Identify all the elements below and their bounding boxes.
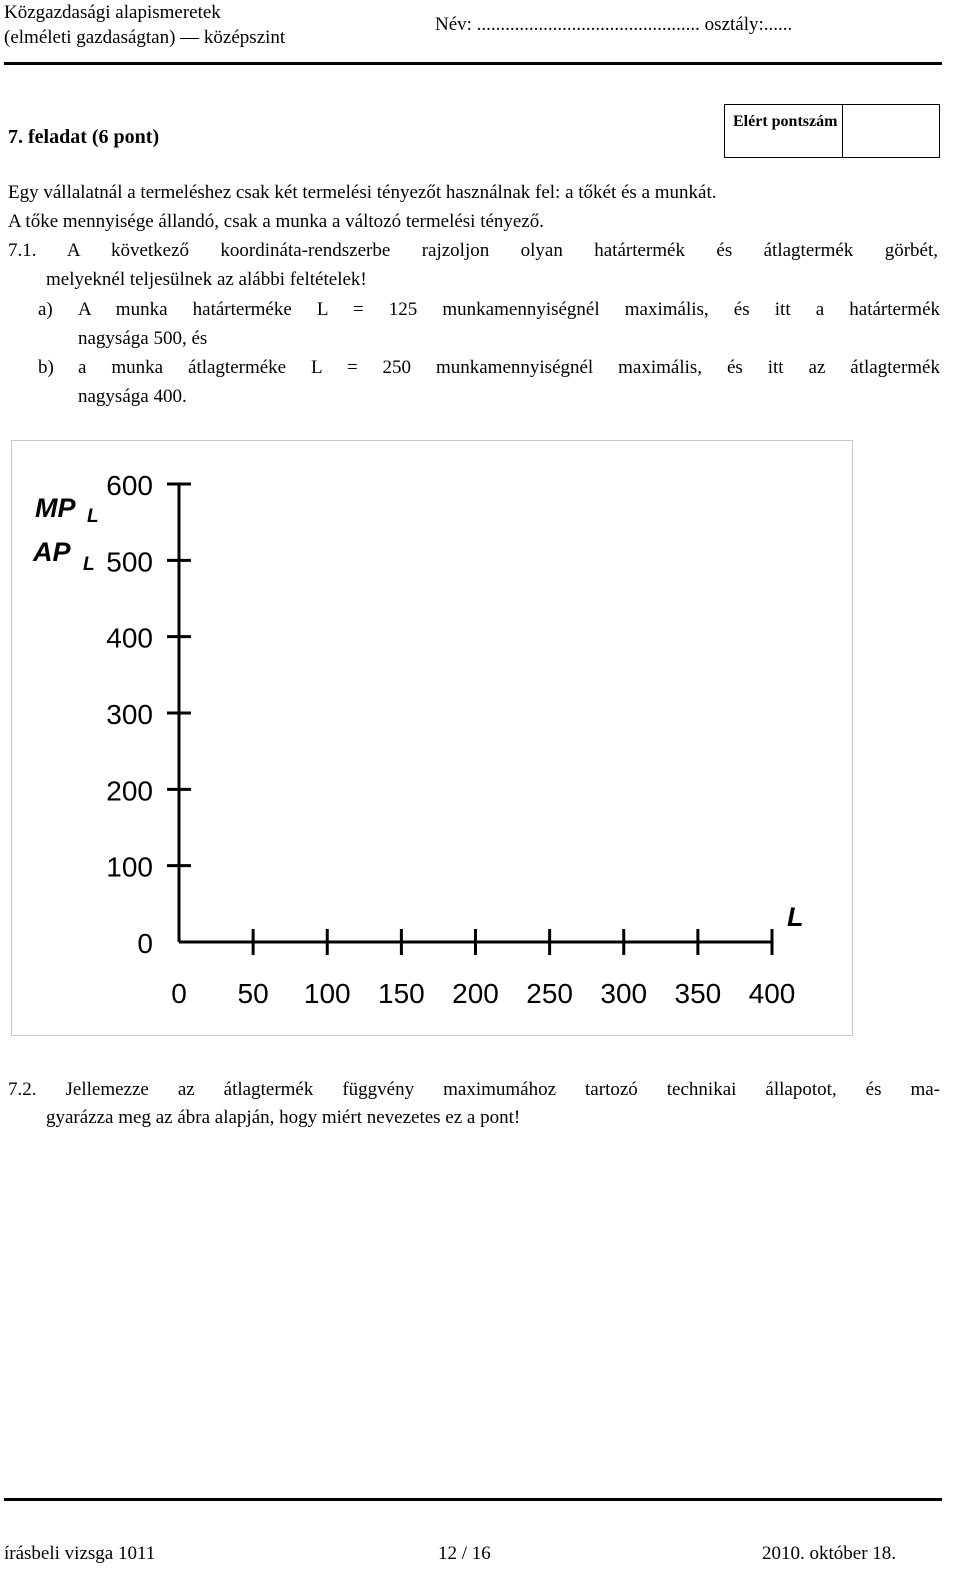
question-2-line-1: 7.2. Jellemezze az átlagtermék függvény maximumához tartozó technikai állapotot, és ma- <box>8 1079 940 1100</box>
y-axis-label <box>32 493 99 575</box>
condition-a-line-2: nagysága 500, és <box>78 328 208 349</box>
x-tick-label-350: 350 <box>674 978 722 1009</box>
header-divider <box>4 62 942 65</box>
y-tick-label-300: 300 <box>106 699 153 730</box>
score-box <box>724 104 940 158</box>
axis-ticks <box>106 470 795 1009</box>
condition-b-line-1: a munka átlagterméke L = 250 munkamennyiségnél maximális, és itt az átlagtermék <box>78 357 940 378</box>
footer-page-number: 12 / 16 <box>438 1543 491 1564</box>
score-value-cell[interactable] <box>843 105 939 157</box>
y-axis-label-ap: AP <box>33 537 71 567</box>
footer-date: 2010. október 18. <box>762 1543 897 1564</box>
question-2-line-2: gyarázza meg az ábra alapján, hogy miért nevezetes ez a pont! <box>46 1107 521 1128</box>
x-tick-label-400: 400 <box>748 978 796 1009</box>
x-tick-label-200: 200 <box>452 978 499 1009</box>
y-tick-label-400: 400 <box>106 622 153 654</box>
x-axis-label: L <box>787 902 804 932</box>
header-subject-line2: (elméleti gazdaságtan) — középszint <box>4 27 286 48</box>
header-name-field: Név: ............................................... osztály:...... <box>435 14 793 35</box>
intro-line-2: A tőke mennyisége állandó, csak a munka a változó termelési tényező. <box>8 211 545 232</box>
y-tick-label-0: 0 <box>137 928 153 959</box>
header-subject <box>4 0 285 50</box>
coordinate-system-chart[interactable] <box>11 440 853 1036</box>
axes <box>179 484 772 942</box>
score-label: Elért pontszám <box>725 105 843 157</box>
x-tick-label-150: 150 <box>378 978 425 1009</box>
condition-a-line-1: A munka határterméke L = 125 munkamennyiségnél maximális, és itt a határtermék <box>78 299 940 320</box>
x-tick-label-0: 0 <box>171 978 187 1009</box>
y-tick-label-200: 200 <box>106 775 153 807</box>
condition-b-marker: b) <box>38 357 54 378</box>
question-1-line-2: melyeknél teljesülnek az alábbi feltételek! <box>46 269 367 290</box>
footer-divider <box>4 1498 942 1501</box>
y-tick-label-600: 600 <box>106 470 153 501</box>
x-tick-label-100: 100 <box>303 978 351 1009</box>
condition-b-line-2: nagysága 400. <box>78 386 187 407</box>
y-axis-label-mp: MP <box>35 493 76 523</box>
y-axis-label-mp-subscript: L <box>87 506 99 527</box>
footer-exam-code: írásbeli vizsga 1011 <box>4 1543 156 1564</box>
question-1-line-1: 7.1. A következő koordináta-rendszerbe rajzoljon olyan határtermék és átlagtermék görbét, <box>8 240 938 261</box>
condition-a-marker: a) <box>38 299 53 320</box>
y-tick-label-500: 500 <box>106 546 153 578</box>
y-tick-label-100: 100 <box>106 851 153 883</box>
x-tick-label-50: 50 <box>237 978 269 1009</box>
task-title: 7. feladat (6 pont) <box>8 126 160 148</box>
intro-line-1: Egy vállalatnál a termeléshez csak két termelési tényezőt használnak fel: a tőkét és a munkát. <box>8 182 717 203</box>
x-tick-label-300: 300 <box>600 978 648 1009</box>
y-axis-label-ap-subscript: L <box>83 554 95 575</box>
x-tick-label-250: 250 <box>526 978 573 1009</box>
header-subject-line1: Közgazdasági alapismeretek <box>4 2 221 23</box>
